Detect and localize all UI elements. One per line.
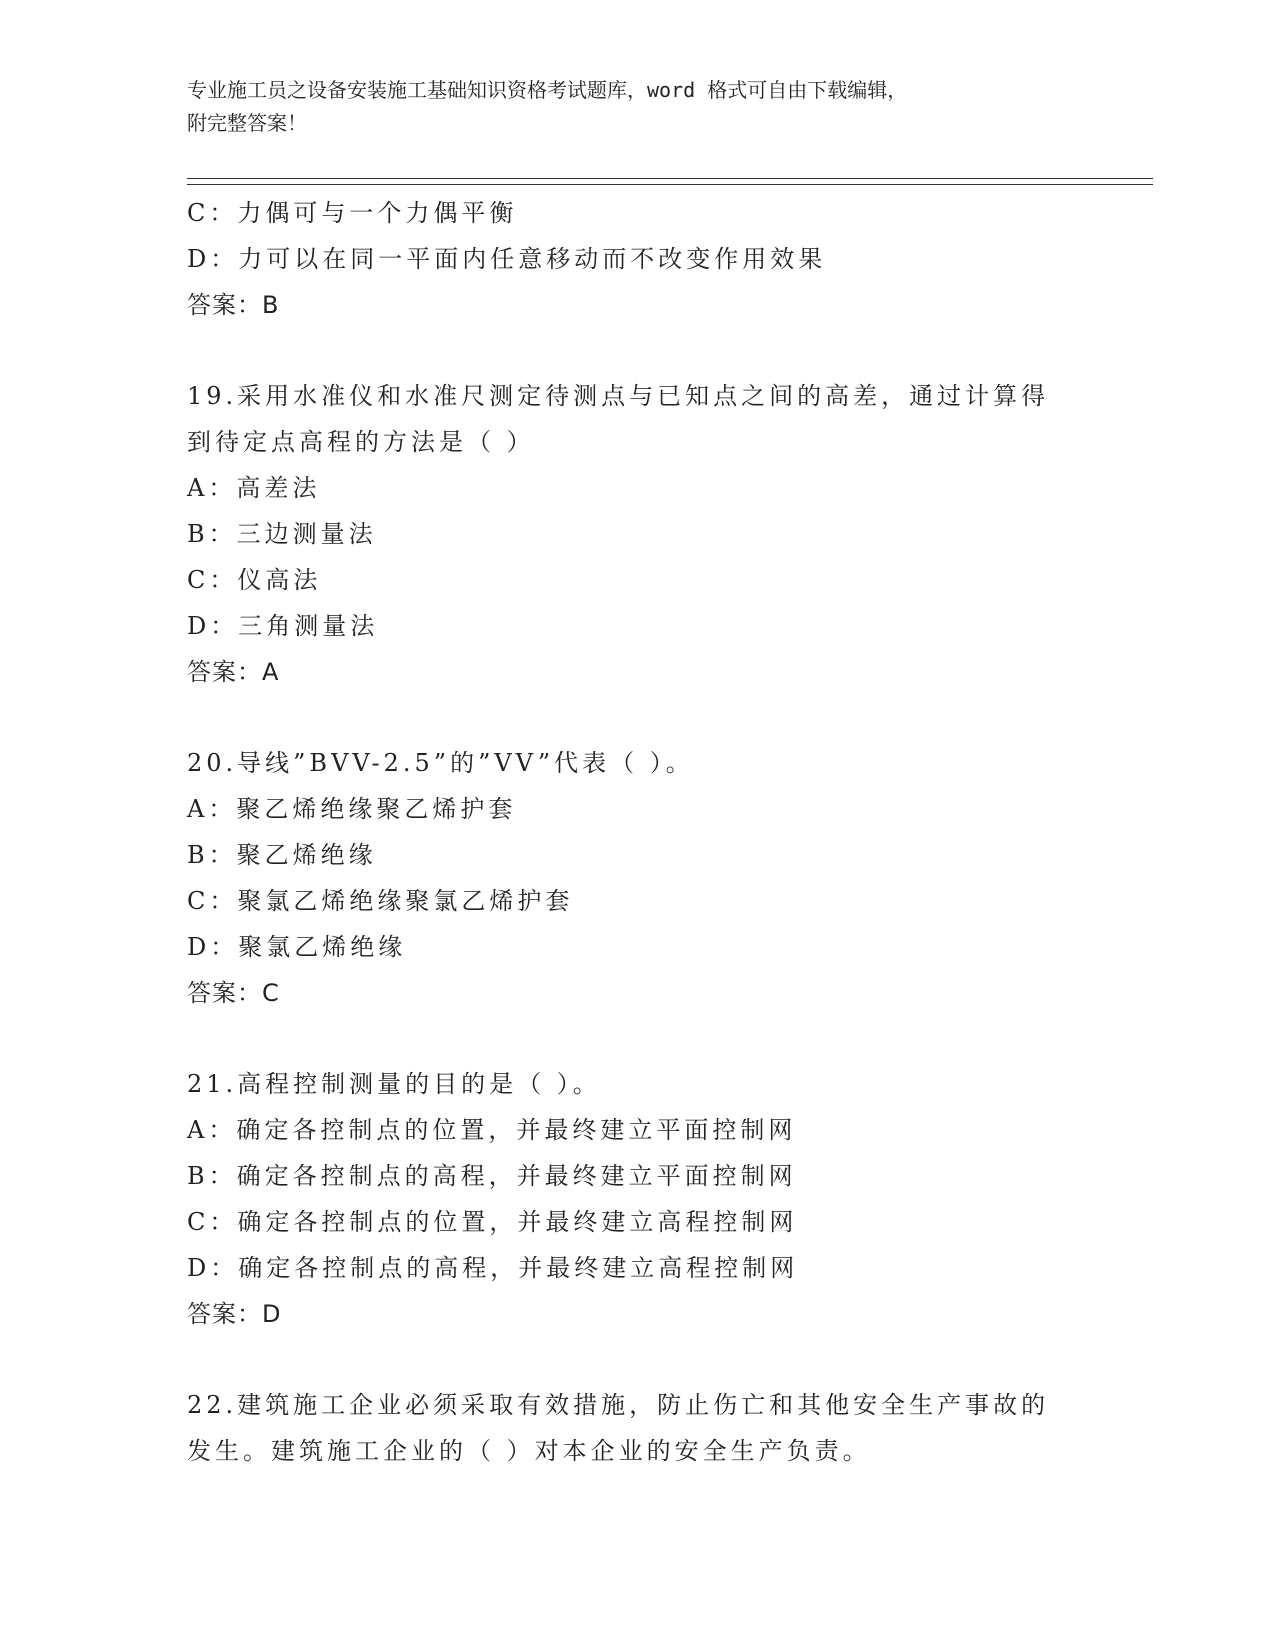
question-stem: 20.导线”BVV-2.5”的”VV”代表（ ）。	[187, 749, 694, 777]
question-stem-continued: 发生。建筑施工企业的（ ）对本企业的安全生产负责。	[187, 1437, 871, 1465]
option-b: B：三边测量法	[187, 520, 377, 548]
option-a: A：高差法	[187, 474, 321, 502]
answer: 答案：C	[187, 979, 280, 1007]
option-b: B：确定各控制点的高程，并最终建立平面控制网	[187, 1162, 797, 1190]
question-22	[187, 1382, 1087, 1474]
option-c: C：仪高法	[187, 566, 322, 594]
question-stem: 21.高程控制测量的目的是（ ）。	[187, 1070, 601, 1098]
option-d: D：三角测量法	[187, 612, 379, 640]
question-stem: 19.采用水准仪和水准尺测定待测点与已知点之间的高差，通过计算得	[187, 382, 1050, 410]
question-20	[187, 740, 1087, 1016]
option-a: A：确定各控制点的位置，并最终建立平面控制网	[187, 1116, 797, 1144]
option-c: C：聚氯乙烯绝缘聚氯乙烯护套	[187, 887, 574, 915]
option-a: A：聚乙烯绝缘聚乙烯护套	[187, 795, 517, 823]
answer: 答案：D	[187, 1300, 282, 1328]
question-stem-continued: 到待定点高程的方法是（ ）	[187, 428, 535, 456]
question-18-tail	[187, 190, 1087, 328]
header-divider-top	[187, 178, 1153, 179]
option-c: C：力偶可与一个力偶平衡	[187, 199, 518, 227]
header-line-1: 专业施工员之设备安装施工基础知识资格考试题库，word 格式可自由下载编辑，	[187, 78, 908, 102]
header-divider-bottom	[187, 184, 1153, 185]
option-b: B：聚乙烯绝缘	[187, 841, 377, 869]
option-d: D：聚氯乙烯绝缘	[187, 933, 407, 961]
option-d: D：力可以在同一平面内任意移动而不改变作用效果	[187, 245, 827, 273]
question-21	[187, 1061, 1087, 1337]
question-stem: 22.建筑施工企业必须采取有效措施，防止伤亡和其他安全生产事故的	[187, 1391, 1050, 1419]
option-c: C：确定各控制点的位置，并最终建立高程控制网	[187, 1208, 798, 1236]
answer: 答案：A	[187, 658, 280, 686]
question-list	[187, 190, 1087, 1474]
option-d: D：确定各控制点的高程，并最终建立高程控制网	[187, 1254, 799, 1282]
answer: 答案：B	[187, 291, 280, 319]
question-19	[187, 373, 1087, 695]
header-line-2: 附完整答案！	[187, 111, 307, 135]
document-header	[187, 74, 1087, 140]
